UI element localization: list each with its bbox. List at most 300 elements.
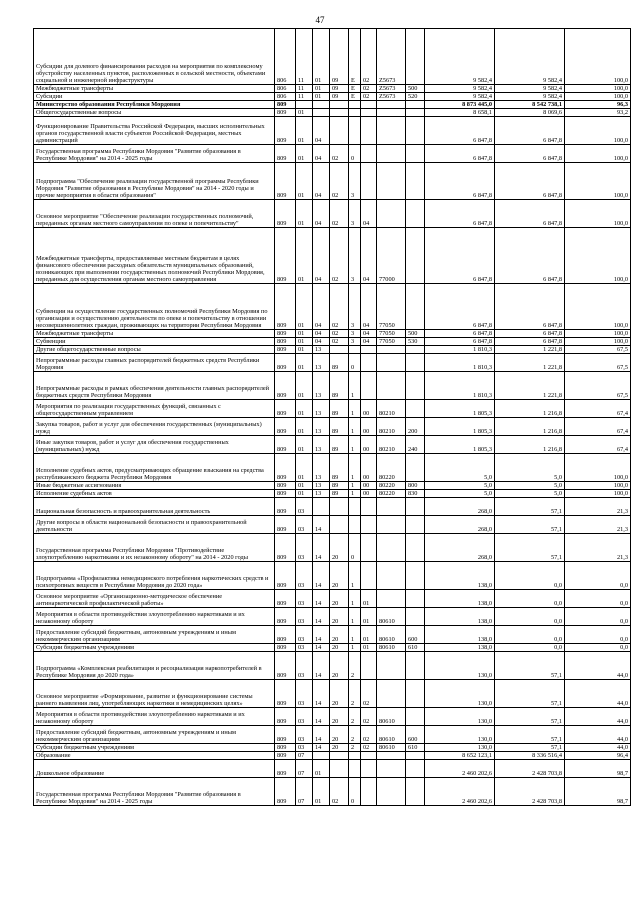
row-plan-cell: 5,0: [425, 454, 495, 482]
row-csr-subprogram-cell: 3: [349, 330, 361, 338]
row-percent-cell: 96,4: [565, 752, 631, 760]
row-vr-cell: [406, 228, 425, 284]
row-csr-subprogram-cell: 2: [349, 652, 361, 680]
row-exec-cell: 57,1: [495, 680, 565, 708]
row-pr-cell: 14: [313, 608, 330, 626]
row-exec-cell: 5,0: [495, 482, 565, 490]
row-csr-program-cell: 20: [330, 680, 349, 708]
row-vr-cell: [406, 372, 425, 400]
row-csr-event-cell: 04: [361, 200, 377, 228]
row-vr-cell: 530: [406, 338, 425, 346]
row-glv-cell: 809: [275, 454, 296, 482]
row-csr-program-cell: 89: [330, 436, 349, 454]
row-percent-cell: 100,0: [565, 85, 631, 93]
row-csr-event-cell: 01: [361, 626, 377, 644]
row-plan-cell: 130,0: [425, 726, 495, 744]
row-csr-subprogram-cell: 0: [349, 778, 361, 806]
row-percent-cell: 0,0: [565, 626, 631, 644]
row-name-cell: Мероприятия по реализации государственных функций, связанных с общегосударственным управлением: [34, 400, 275, 418]
row-csr-subprogram-cell: 1: [349, 436, 361, 454]
row-rz-cell: 01: [296, 109, 313, 117]
row-glv-cell: 809: [275, 626, 296, 644]
row-percent-cell: 67,5: [565, 372, 631, 400]
row-glv-cell: 809: [275, 109, 296, 117]
row-name-cell: Субсидии бюджетным учреждениям: [34, 744, 275, 752]
row-csr-event-cell: 02: [361, 85, 377, 93]
table-row: [34, 346, 631, 354]
row-rz-cell: 03: [296, 644, 313, 652]
row-percent-cell: 44,0: [565, 652, 631, 680]
row-name-cell: Межбюджетные трансферты: [34, 85, 275, 93]
row-rz-cell: 01: [296, 228, 313, 284]
row-rz-cell: 03: [296, 590, 313, 608]
row-exec-cell: 8 069,6: [495, 109, 565, 117]
row-rz-cell: 01: [296, 330, 313, 338]
row-name-cell: Закупка товаров, работ и услуг для обеспечения государственных (муниципальных) нужд: [34, 418, 275, 436]
row-rz-cell: 03: [296, 608, 313, 626]
row-name-cell: Основное мероприятие "Обеспечение реализации государственных полномочий, переданных органам местного самоуправления по опеке и попечительству": [34, 200, 275, 228]
row-rz-cell: 01: [296, 338, 313, 346]
row-pr-cell: 04: [313, 163, 330, 200]
row-plan-cell: 1 805,3: [425, 400, 495, 418]
row-glv-cell: 809: [275, 744, 296, 752]
row-csr-direction-cell: [377, 778, 406, 806]
row-csr-event-cell: 00: [361, 436, 377, 454]
table-row: [34, 752, 631, 760]
row-csr-program-cell: 09: [330, 85, 349, 93]
row-rz-cell: 03: [296, 726, 313, 744]
row-csr-event-cell: 02: [361, 29, 377, 85]
row-rz-cell: 03: [296, 708, 313, 726]
row-percent-cell: 0,0: [565, 608, 631, 626]
row-plan-cell: 6 847,8: [425, 228, 495, 284]
row-csr-direction-cell: [377, 752, 406, 760]
row-name-cell: Иные бюджетные ассигнования: [34, 482, 275, 490]
row-name-cell: Непрограммные расходы в рамках обеспечения деятельности главных распорядителей бюджетных средств Республики Мордовия: [34, 372, 275, 400]
row-name-cell: Подпрограмма «Комплексная реабилитация и ресоциализация наркопотребителей в Республике Мордовия до 2020 года»: [34, 652, 275, 680]
row-csr-subprogram-cell: [349, 101, 361, 109]
row-csr-subprogram-cell: Е: [349, 85, 361, 93]
row-percent-cell: 0,0: [565, 590, 631, 608]
row-percent-cell: 21,3: [565, 516, 631, 534]
row-csr-subprogram-cell: Е: [349, 29, 361, 85]
row-csr-event-cell: 00: [361, 418, 377, 436]
row-csr-event-cell: 00: [361, 400, 377, 418]
row-exec-cell: 6 847,8: [495, 284, 565, 330]
row-exec-cell: 0,0: [495, 608, 565, 626]
table-row: [34, 228, 631, 284]
table-row: [34, 284, 631, 330]
row-exec-cell: 1 221,8: [495, 346, 565, 354]
row-csr-subprogram-cell: 1: [349, 626, 361, 644]
row-pr-cell: 01: [313, 85, 330, 93]
row-plan-cell: 268,0: [425, 534, 495, 562]
row-csr-program-cell: [330, 109, 349, 117]
row-glv-cell: 809: [275, 726, 296, 744]
row-csr-program-cell: 20: [330, 608, 349, 626]
row-pr-cell: [313, 752, 330, 760]
row-csr-direction-cell: [377, 498, 406, 516]
row-csr-direction-cell: [377, 163, 406, 200]
row-csr-program-cell: 02: [330, 228, 349, 284]
row-csr-subprogram-cell: 1: [349, 372, 361, 400]
row-csr-event-cell: 01: [361, 590, 377, 608]
row-rz-cell: 03: [296, 534, 313, 562]
row-name-cell: Образование: [34, 752, 275, 760]
row-csr-program-cell: 89: [330, 354, 349, 372]
row-name-cell: Предоставление субсидий бюджетным, автономным учреждениям и иным некоммерческим организациям: [34, 626, 275, 644]
row-csr-direction-cell: [377, 101, 406, 109]
table-row: [34, 516, 631, 534]
row-csr-direction-cell: Z5673: [377, 93, 406, 101]
row-csr-event-cell: [361, 372, 377, 400]
row-glv-cell: 809: [275, 590, 296, 608]
row-csr-direction-cell: Z5673: [377, 29, 406, 85]
row-exec-cell: 6 847,8: [495, 330, 565, 338]
row-csr-program-cell: 20: [330, 726, 349, 744]
row-csr-subprogram-cell: 1: [349, 482, 361, 490]
row-csr-event-cell: 00: [361, 490, 377, 498]
row-percent-cell: 67,5: [565, 346, 631, 354]
row-glv-cell: 809: [275, 562, 296, 590]
row-percent-cell: 67,4: [565, 400, 631, 418]
row-plan-cell: 9 582,4: [425, 93, 495, 101]
row-exec-cell: 1 216,8: [495, 400, 565, 418]
row-glv-cell: 809: [275, 752, 296, 760]
row-percent-cell: 100,0: [565, 454, 631, 482]
row-vr-cell: [406, 608, 425, 626]
row-vr-cell: [406, 708, 425, 726]
row-rz-cell: 01: [296, 354, 313, 372]
row-name-cell: Межбюджетные трансферты, предоставляемые местным бюджетам в целях финансового обеспечения расходных обязательств муниципальных образований, возникающих при выполнении государственных полномочий Республики Мордовия, переданных для осуществления органам местного самоуправления: [34, 228, 275, 284]
row-pr-cell: [313, 109, 330, 117]
row-exec-cell: 0,0: [495, 644, 565, 652]
row-glv-cell: 809: [275, 516, 296, 534]
row-csr-program-cell: 20: [330, 744, 349, 752]
row-pr-cell: 14: [313, 590, 330, 608]
row-csr-subprogram-cell: 1: [349, 608, 361, 626]
row-csr-direction-cell: 80610: [377, 708, 406, 726]
row-csr-program-cell: 02: [330, 778, 349, 806]
row-csr-direction-cell: 80220: [377, 454, 406, 482]
row-pr-cell: 13: [313, 482, 330, 490]
row-glv-cell: 809: [275, 117, 296, 145]
row-glv-cell: 809: [275, 498, 296, 516]
row-csr-direction-cell: 80610: [377, 626, 406, 644]
row-csr-direction-cell: 80210: [377, 418, 406, 436]
row-exec-cell: 6 847,8: [495, 200, 565, 228]
table-row: [34, 778, 631, 806]
row-csr-direction-cell: 80610: [377, 726, 406, 744]
row-vr-cell: [406, 534, 425, 562]
table-row: [34, 338, 631, 346]
row-csr-program-cell: 20: [330, 652, 349, 680]
row-csr-direction-cell: 80220: [377, 490, 406, 498]
row-exec-cell: 6 847,8: [495, 145, 565, 163]
row-rz-cell: 03: [296, 516, 313, 534]
row-glv-cell: 809: [275, 330, 296, 338]
row-csr-event-cell: [361, 346, 377, 354]
row-pr-cell: 04: [313, 145, 330, 163]
row-pr-cell: 04: [313, 338, 330, 346]
row-rz-cell: 11: [296, 85, 313, 93]
row-rz-cell: [296, 101, 313, 109]
row-exec-cell: 6 847,8: [495, 163, 565, 200]
row-pr-cell: 04: [313, 228, 330, 284]
row-name-cell: Государственная программа Республики Мордовия "Развитие образования в Республике Мордовия" на 2014 - 2025 годы: [34, 778, 275, 806]
row-name-cell: Основное мероприятие «Организационно-методическое обеспечение антинаркотической профилактической работы»: [34, 590, 275, 608]
row-percent-cell: 93,2: [565, 109, 631, 117]
row-vr-cell: [406, 346, 425, 354]
row-pr-cell: 13: [313, 454, 330, 482]
row-glv-cell: 809: [275, 354, 296, 372]
row-csr-direction-cell: 80610: [377, 744, 406, 752]
row-pr-cell: [313, 498, 330, 516]
row-name-cell: Исполнение судебных актов: [34, 490, 275, 498]
row-plan-cell: 2 460 202,6: [425, 778, 495, 806]
row-exec-cell: 57,1: [495, 708, 565, 726]
row-csr-program-cell: [330, 346, 349, 354]
row-glv-cell: 809: [275, 200, 296, 228]
row-csr-direction-cell: 77000: [377, 228, 406, 284]
row-csr-event-cell: [361, 101, 377, 109]
row-csr-subprogram-cell: [349, 117, 361, 145]
row-name-cell: Мероприятия в области противодействия злоупотреблению наркотиками и их незаконному обороту: [34, 608, 275, 626]
row-percent-cell: 44,0: [565, 708, 631, 726]
row-plan-cell: 6 847,8: [425, 117, 495, 145]
row-glv-cell: 806: [275, 29, 296, 85]
table-row: [34, 117, 631, 145]
row-exec-cell: 57,1: [495, 744, 565, 752]
row-plan-cell: 138,0: [425, 644, 495, 652]
row-csr-program-cell: 89: [330, 400, 349, 418]
row-pr-cell: 04: [313, 330, 330, 338]
table-row: [34, 534, 631, 562]
row-csr-direction-cell: 77050: [377, 284, 406, 330]
row-glv-cell: 809: [275, 482, 296, 490]
row-rz-cell: 01: [296, 200, 313, 228]
row-rz-cell: 01: [296, 400, 313, 418]
row-vr-cell: [406, 117, 425, 145]
row-percent-cell: 67,4: [565, 418, 631, 436]
row-csr-event-cell: 01: [361, 644, 377, 652]
row-csr-subprogram-cell: 0: [349, 534, 361, 562]
row-vr-cell: [406, 145, 425, 163]
table-row: [34, 101, 631, 109]
row-glv-cell: 809: [275, 490, 296, 498]
table-row: [34, 708, 631, 726]
row-percent-cell: 100,0: [565, 338, 631, 346]
row-csr-subprogram-cell: [349, 109, 361, 117]
row-csr-event-cell: [361, 109, 377, 117]
row-plan-cell: 138,0: [425, 608, 495, 626]
row-csr-direction-cell: 80220: [377, 482, 406, 490]
row-plan-cell: 1 805,3: [425, 436, 495, 454]
row-glv-cell: 809: [275, 346, 296, 354]
row-vr-cell: [406, 752, 425, 760]
table-row: [34, 330, 631, 338]
row-vr-cell: [406, 454, 425, 482]
row-name-cell: Дошкольное образование: [34, 760, 275, 778]
row-vr-cell: [406, 284, 425, 330]
row-vr-cell: [406, 590, 425, 608]
row-plan-cell: 6 847,8: [425, 163, 495, 200]
row-name-cell: Предоставление субсидий бюджетным, автономным учреждениям и иным некоммерческим организациям: [34, 726, 275, 744]
row-vr-cell: [406, 354, 425, 372]
row-pr-cell: 01: [313, 93, 330, 101]
row-csr-event-cell: 01: [361, 608, 377, 626]
row-csr-program-cell: [330, 117, 349, 145]
row-csr-program-cell: 02: [330, 145, 349, 163]
row-csr-program-cell: 20: [330, 626, 349, 644]
row-csr-subprogram-cell: Е: [349, 93, 361, 101]
row-plan-cell: 1 810,3: [425, 346, 495, 354]
row-name-cell: Межбюджетные трансферты: [34, 330, 275, 338]
row-csr-program-cell: 02: [330, 200, 349, 228]
row-csr-program-cell: [330, 498, 349, 516]
row-percent-cell: 21,3: [565, 534, 631, 562]
row-csr-direction-cell: [377, 516, 406, 534]
row-rz-cell: 11: [296, 93, 313, 101]
row-name-cell: Мероприятия в области противодействия злоупотреблению наркотиками и их незаконному обороту: [34, 708, 275, 726]
row-plan-cell: 6 847,8: [425, 338, 495, 346]
row-exec-cell: 5,0: [495, 454, 565, 482]
row-rz-cell: 01: [296, 284, 313, 330]
row-glv-cell: 809: [275, 163, 296, 200]
row-csr-direction-cell: [377, 145, 406, 163]
row-pr-cell: 01: [313, 29, 330, 85]
row-csr-event-cell: [361, 752, 377, 760]
row-csr-direction-cell: Z5673: [377, 85, 406, 93]
row-csr-program-cell: [330, 516, 349, 534]
row-csr-subprogram-cell: 3: [349, 284, 361, 330]
row-percent-cell: 100,0: [565, 490, 631, 498]
row-rz-cell: 07: [296, 752, 313, 760]
row-percent-cell: 44,0: [565, 726, 631, 744]
row-vr-cell: 830: [406, 490, 425, 498]
row-csr-subprogram-cell: 1: [349, 562, 361, 590]
row-csr-subprogram-cell: [349, 498, 361, 516]
row-vr-cell: [406, 29, 425, 85]
row-csr-subprogram-cell: 3: [349, 338, 361, 346]
row-vr-cell: 600: [406, 626, 425, 644]
row-rz-cell: 03: [296, 562, 313, 590]
page-number: 47: [315, 15, 325, 25]
row-glv-cell: 809: [275, 680, 296, 708]
row-glv-cell: 809: [275, 760, 296, 778]
row-csr-event-cell: 02: [361, 708, 377, 726]
row-exec-cell: 5,0: [495, 490, 565, 498]
table-row: [34, 163, 631, 200]
row-percent-cell: 100,0: [565, 145, 631, 163]
table-row: [34, 200, 631, 228]
row-rz-cell: 07: [296, 760, 313, 778]
row-plan-cell: 6 847,8: [425, 284, 495, 330]
row-csr-subprogram-cell: [349, 346, 361, 354]
row-vr-cell: [406, 652, 425, 680]
row-vr-cell: [406, 163, 425, 200]
row-percent-cell: 0,0: [565, 562, 631, 590]
row-rz-cell: 03: [296, 744, 313, 752]
row-percent-cell: 100,0: [565, 29, 631, 85]
row-name-cell: Национальная безопасность и правоохранительная деятельность: [34, 498, 275, 516]
row-csr-subprogram-cell: [349, 760, 361, 778]
row-plan-cell: 130,0: [425, 744, 495, 752]
row-csr-direction-cell: [377, 760, 406, 778]
row-csr-subprogram-cell: 1: [349, 400, 361, 418]
row-rz-cell: 03: [296, 652, 313, 680]
row-pr-cell: 14: [313, 726, 330, 744]
row-csr-direction-cell: [377, 590, 406, 608]
row-exec-cell: 6 847,8: [495, 338, 565, 346]
row-csr-event-cell: [361, 354, 377, 372]
row-vr-cell: 240: [406, 436, 425, 454]
row-pr-cell: 01: [313, 778, 330, 806]
row-glv-cell: 809: [275, 418, 296, 436]
row-exec-cell: 9 582,4: [495, 29, 565, 85]
row-plan-cell: 8 658,1: [425, 109, 495, 117]
row-vr-cell: 800: [406, 482, 425, 490]
row-csr-subprogram-cell: 3: [349, 163, 361, 200]
row-csr-subprogram-cell: 2: [349, 680, 361, 708]
row-name-cell: Субвенции на осуществление государственных полномочий Республики Мордовия по организации и осуществлению деятельности по опеке и попечительству в отношении несовершеннолетних граждан, проживающих на территории Республики Мордовия: [34, 284, 275, 330]
row-csr-program-cell: 02: [330, 284, 349, 330]
row-name-cell: Основное мероприятие «Формирование, развитие и функционирование системы раннего выявления лиц, употребляющих наркотики в немедицинских целях»: [34, 680, 275, 708]
row-pr-cell: [313, 101, 330, 109]
row-csr-event-cell: [361, 117, 377, 145]
row-pr-cell: 13: [313, 418, 330, 436]
row-percent-cell: 96,3: [565, 101, 631, 109]
row-name-cell: Другие общегосударственные вопросы: [34, 346, 275, 354]
table-body: [34, 29, 631, 806]
row-exec-cell: 9 582,4: [495, 85, 565, 93]
budget-execution-table: [33, 28, 631, 806]
row-csr-event-cell: [361, 145, 377, 163]
row-csr-direction-cell: [377, 346, 406, 354]
row-percent-cell: 44,0: [565, 744, 631, 752]
row-plan-cell: 138,0: [425, 590, 495, 608]
row-exec-cell: 0,0: [495, 590, 565, 608]
row-rz-cell: 01: [296, 436, 313, 454]
table-row: [34, 744, 631, 752]
row-vr-cell: [406, 516, 425, 534]
row-vr-cell: [406, 101, 425, 109]
row-csr-subprogram-cell: 3: [349, 200, 361, 228]
row-csr-program-cell: 20: [330, 562, 349, 590]
row-glv-cell: 809: [275, 436, 296, 454]
row-csr-program-cell: [330, 101, 349, 109]
row-glv-cell: 809: [275, 228, 296, 284]
row-vr-cell: 610: [406, 644, 425, 652]
row-percent-cell: 100,0: [565, 330, 631, 338]
row-name-cell: Функционирование Правительства Российской Федерации, высших исполнительных органов государственной власти субъектов Российской Федерации, местных администраций: [34, 117, 275, 145]
row-csr-event-cell: [361, 652, 377, 680]
row-name-cell: Непрограммные расходы главных распорядителей бюджетных средств Республики Мордовия: [34, 354, 275, 372]
row-plan-cell: 6 847,8: [425, 200, 495, 228]
row-name-cell: Министерство образования Республики Мордовия: [34, 101, 275, 109]
row-exec-cell: 1 221,8: [495, 354, 565, 372]
row-csr-direction-cell: 80610: [377, 644, 406, 652]
row-plan-cell: 5,0: [425, 490, 495, 498]
row-plan-cell: 268,0: [425, 498, 495, 516]
row-pr-cell: 13: [313, 490, 330, 498]
row-csr-program-cell: 02: [330, 163, 349, 200]
row-vr-cell: 500: [406, 330, 425, 338]
row-name-cell: Субсидии для долевого финансирования расходов на мероприятия по комплексному обустройству населенных пунктов, расположенных в сельской местности, объектами социальной и инженерной инфраструктуры: [34, 29, 275, 85]
row-glv-cell: 809: [275, 284, 296, 330]
row-csr-subprogram-cell: 1: [349, 590, 361, 608]
row-percent-cell: 100,0: [565, 117, 631, 145]
